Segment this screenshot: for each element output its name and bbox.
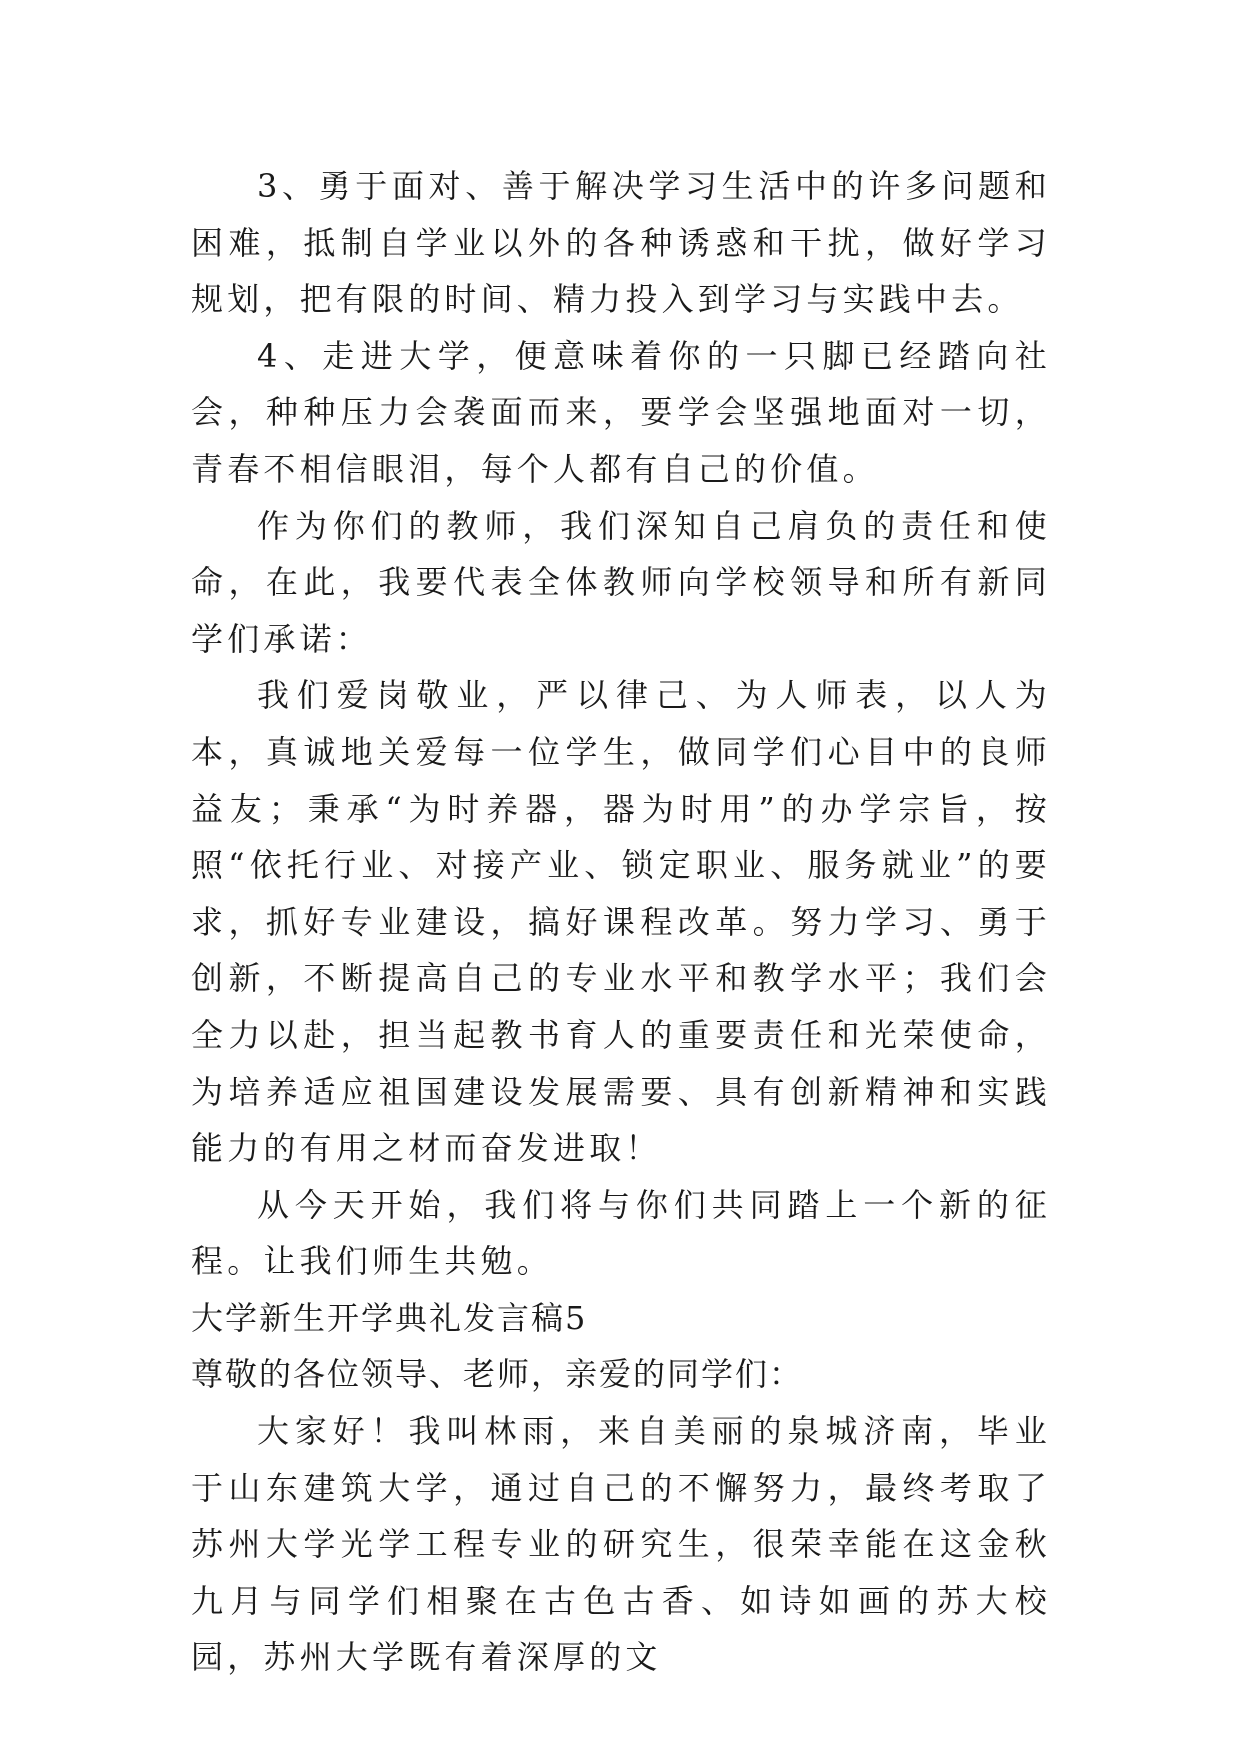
paragraph-self-introduction: 大家好！我叫林雨，来自美丽的泉城济南，毕业于山东建筑大学，通过自己的不懈努力，最终考取了苏州大学光学工程专业的研究生，很荣幸能在这金秋九月与同学们相聚在古色古香、如诗如画的苏大校园，苏州大学既有着深厚的文: [191, 1412, 1051, 1677]
document-body: [191, 158, 1051, 1686]
paragraph-teacher-promise: 我们爱岗敬业，严以律己、为人师表，以人为本，真诚地关爱每一位学生，做同学们心目中的良师益友；秉承“为时养器，器为时用”的办学宗旨，按照“依托行业、对接产业、锁定职业、服务就业”的要求，抓好专业建设，搞好课程改革。努力学习、勇于创新，不断提高自己的专业水平和教学水平；我们会全力以赴，担当起教书育人的重要责任和光荣使命，为培养适应祖国建设发展需要、具有创新精神和实践能力的有用之材而奋发进取！: [191, 676, 1051, 1168]
salutation: 尊敬的各位领导、老师，亲爱的同学们：: [191, 1355, 804, 1394]
paragraph-study-problems: 3、勇于面对、善于解决学习生活中的许多问题和困难，抵制自学业以外的各种诱惑和干扰，做好学习规划，把有限的时间、精力投入到学习与实践中去。: [191, 167, 1051, 319]
paragraph-new-journey: 从今天开始，我们将与你们共同踏上一个新的征程。让我们师生共勉。: [191, 1185, 1051, 1281]
section-title: 大学新生开学典礼发言稿5: [191, 1298, 588, 1337]
paragraph-enter-university: 4、走进大学，便意味着你的一只脚已经踏向社会，种种压力会袭面而来，要学会坚强地面对一切，青春不相信眼泪，每个人都有自己的价值。: [191, 336, 1051, 488]
paragraph-teacher-responsibility: 作为你们的教师，我们深知自己肩负的责任和使命，在此，我要代表全体教师向学校领导和所有新同学们承诺：: [191, 506, 1051, 658]
